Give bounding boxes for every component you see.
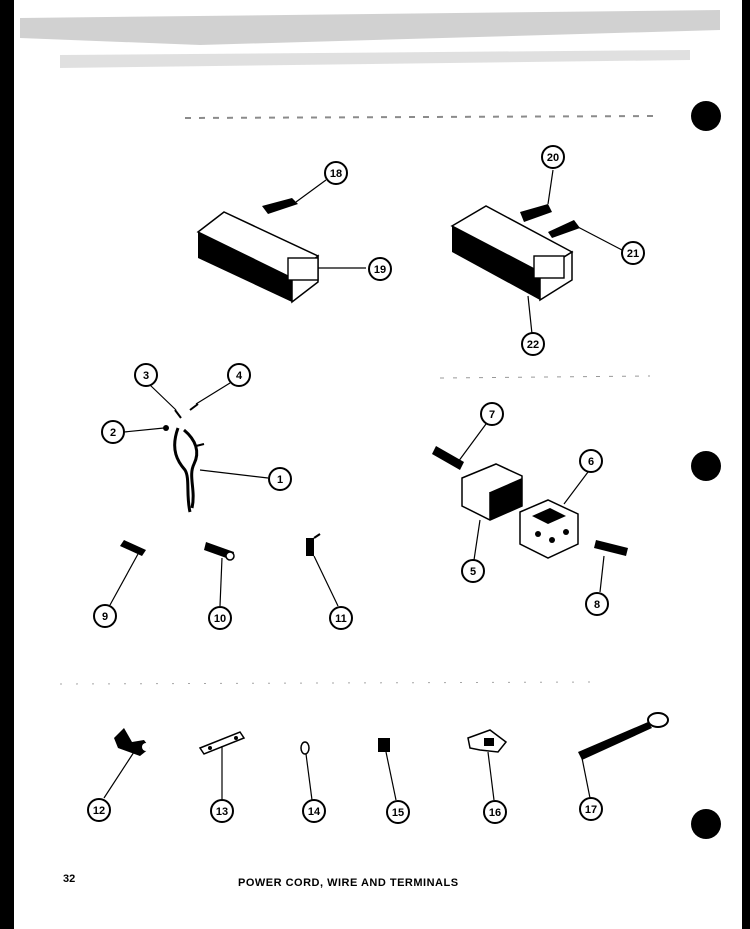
callout-17: [580, 798, 602, 820]
callout-22: [522, 333, 544, 355]
callout-4: [228, 364, 250, 386]
callout-19: [369, 258, 391, 280]
callout-1: [269, 468, 291, 490]
callout-19-label: 19: [373, 264, 387, 276]
callout-3-label: 3: [142, 370, 150, 382]
callout-18: [325, 162, 347, 184]
callout-20-label: 20: [546, 152, 560, 164]
callout-22-label: 22: [526, 339, 540, 351]
callout-6-label: 6: [587, 456, 595, 468]
callout-10: [209, 607, 231, 629]
binder-hole-bottom: [691, 809, 721, 839]
callout-14: [303, 800, 325, 822]
page-background: [14, 0, 742, 929]
callout-14-label: 14: [307, 806, 321, 818]
callout-21: [622, 242, 644, 264]
callout-13: [211, 800, 233, 822]
callout-1-label: 1: [276, 474, 284, 486]
callout-6: [580, 450, 602, 472]
callout-8: [586, 593, 608, 615]
callout-18-label: 18: [329, 168, 343, 180]
callout-20: [542, 146, 564, 168]
callout-9: [94, 605, 116, 627]
callout-5: [462, 560, 484, 582]
callout-2: [102, 421, 124, 443]
callout-9-label: 9: [101, 611, 109, 623]
page-number: 32: [63, 873, 76, 885]
callout-12: [88, 799, 110, 821]
callout-4-label: 4: [235, 370, 243, 382]
callout-12-label: 12: [92, 805, 106, 817]
binder-hole-top: [691, 101, 721, 131]
callout-17-label: 17: [584, 804, 598, 816]
callout-15: [387, 801, 409, 823]
callout-7: [481, 403, 503, 425]
binder-hole-middle: [691, 451, 721, 481]
callout-2-label: 2: [109, 427, 117, 439]
callout-5-label: 5: [469, 566, 477, 578]
callout-16: [484, 801, 506, 823]
callout-11-label: 11: [335, 613, 347, 625]
callout-7-label: 7: [488, 409, 496, 421]
callout-10-label: 10: [213, 613, 227, 625]
callout-3: [135, 364, 157, 386]
callout-11: [330, 607, 352, 629]
callout-8-label: 8: [593, 599, 601, 611]
callout-16-label: 16: [488, 807, 502, 819]
callout-15-label: 15: [391, 807, 405, 819]
callout-13-label: 13: [215, 806, 229, 818]
page-title: POWER CORD, WIRE AND TERMINALS: [238, 877, 459, 889]
callout-21-label: 21: [626, 248, 640, 260]
